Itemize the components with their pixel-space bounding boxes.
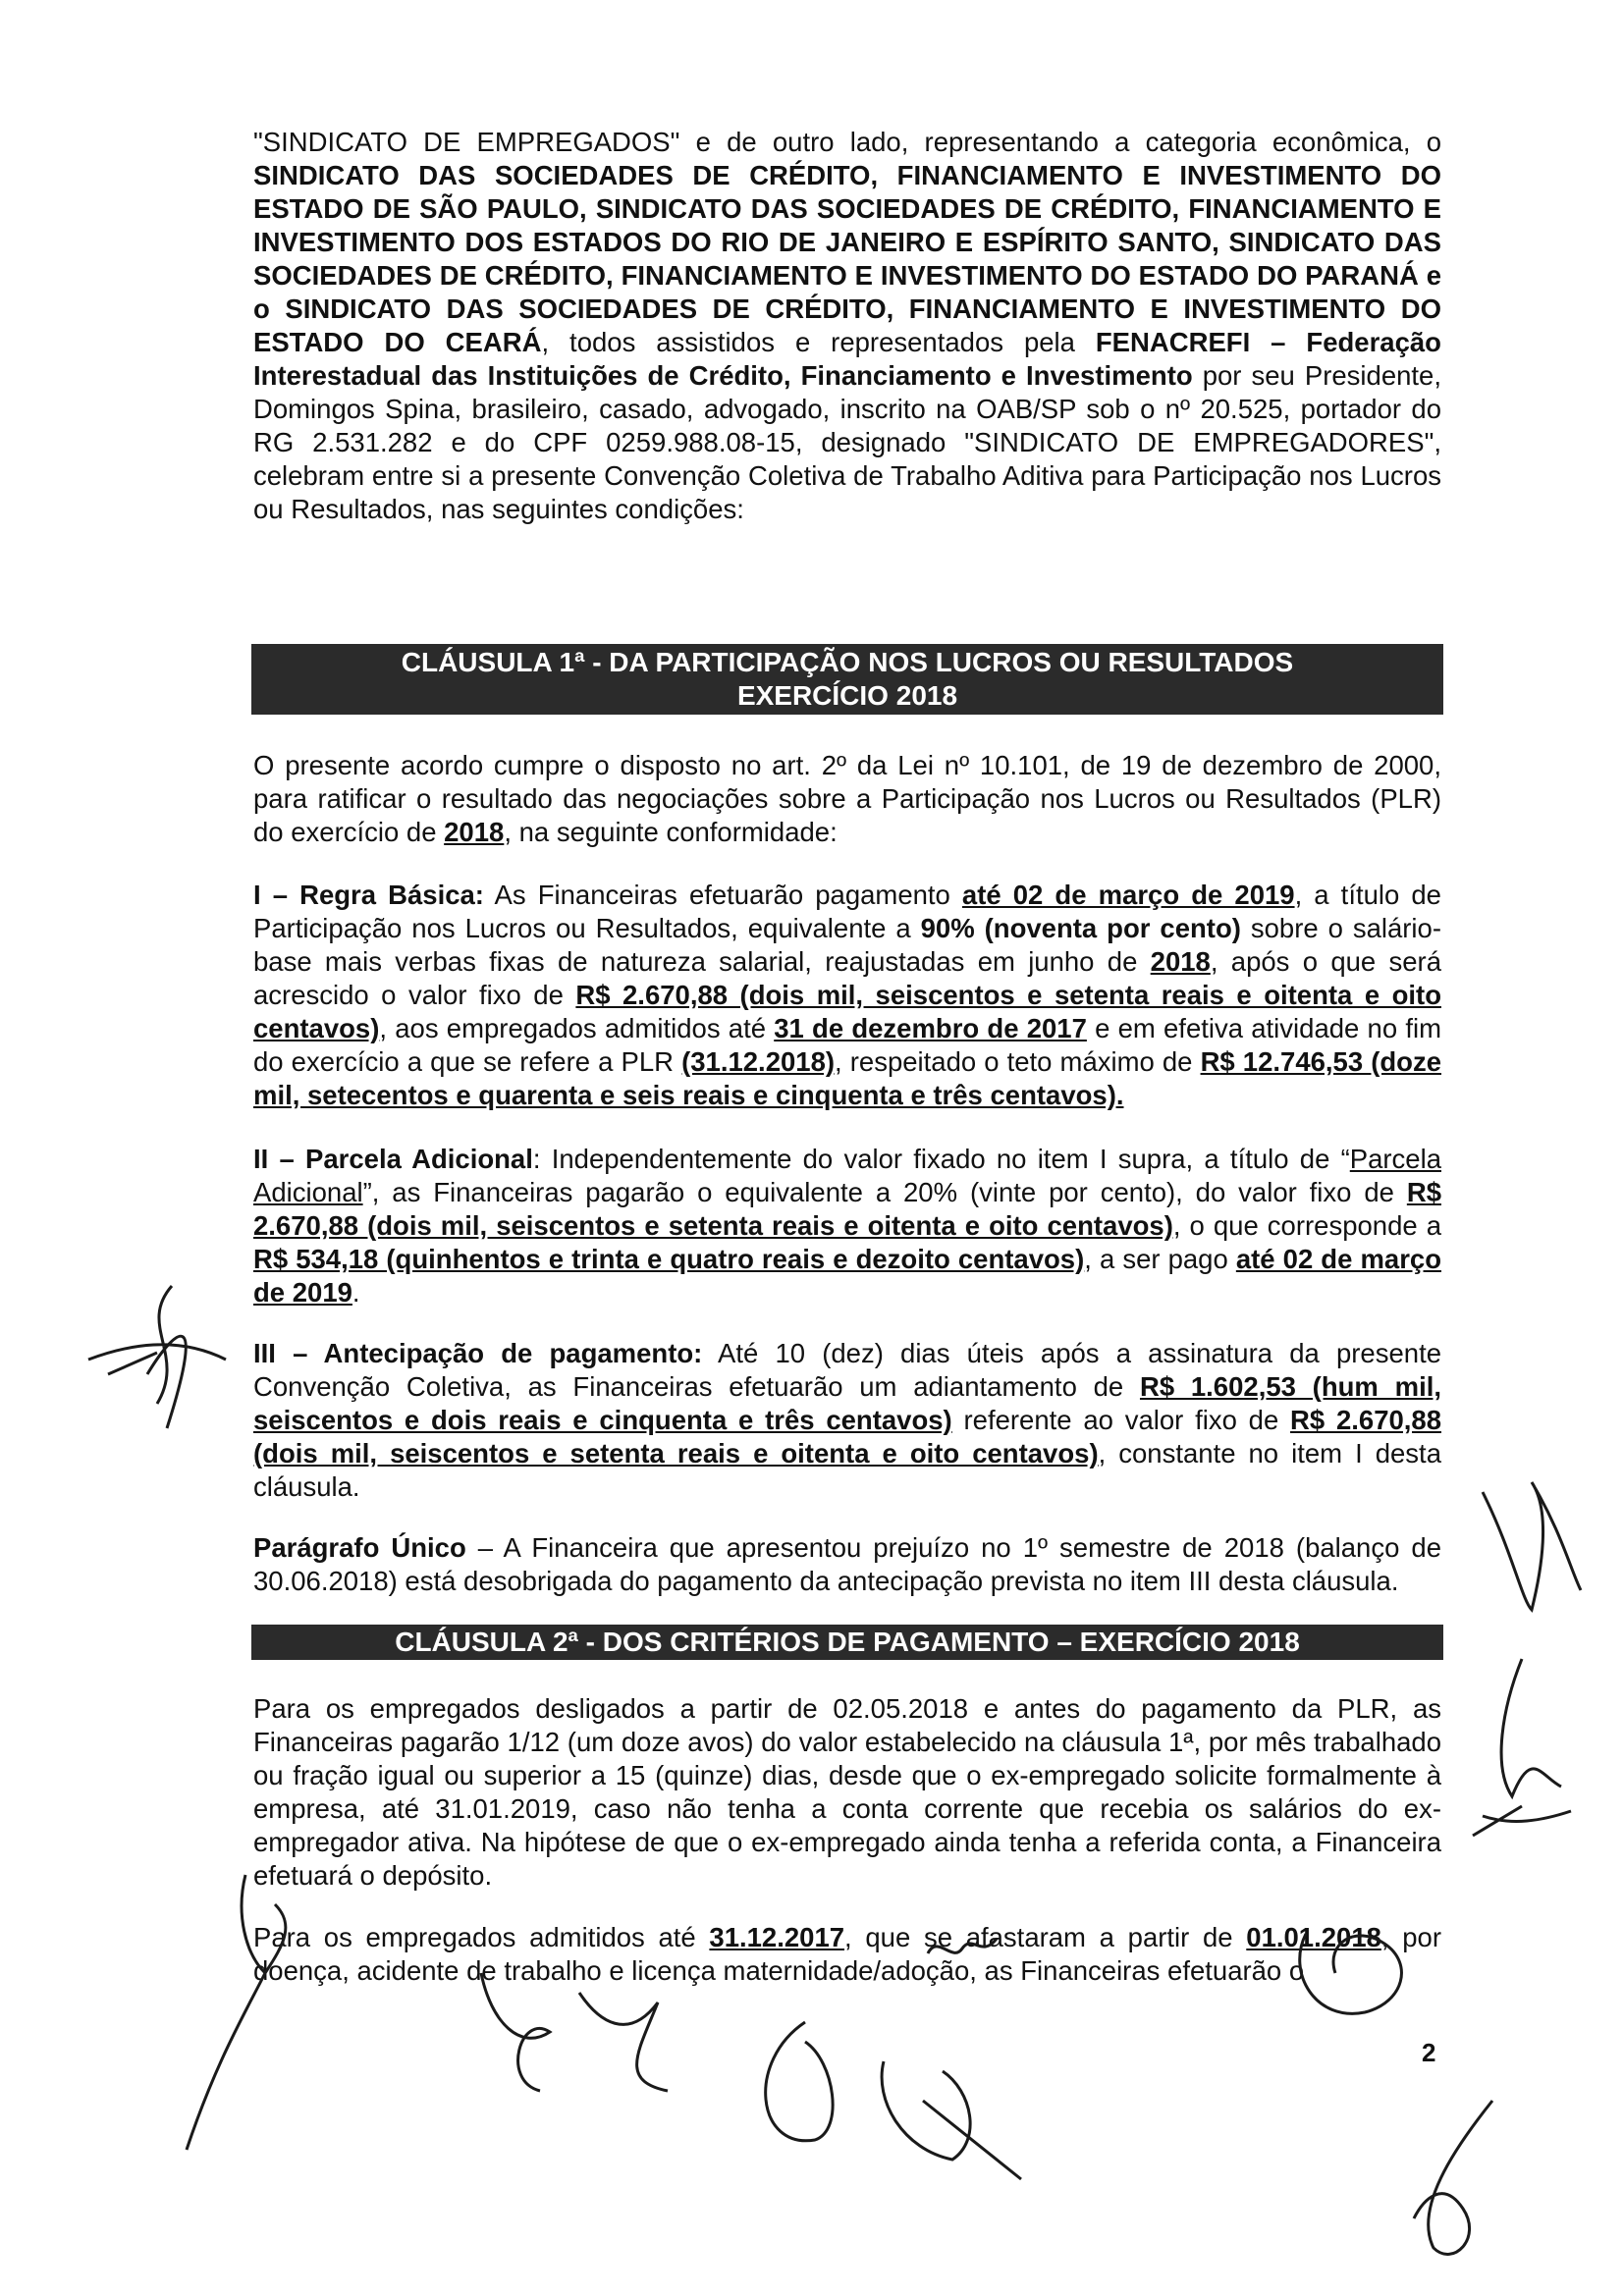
- sole-paragraph-label: Parágrafo Único: [253, 1532, 466, 1563]
- item2-date: até 02 de março de 2019: [253, 1244, 1442, 1308]
- clause2-date1: 31.12.2017: [709, 1922, 845, 1952]
- clause1-intro-year: 2018: [444, 817, 505, 847]
- item1-t6: e em efetiva atividade no fim do exercício a que se refere a PLR: [253, 1013, 1441, 1077]
- clause2-p2-text-b: , que se afastaram a partir de: [844, 1922, 1247, 1952]
- item1-t4: , após o que será acrescido o valor fixo de: [253, 946, 1441, 1010]
- clause1-intro-text: O presente acordo cumpre o disposto no art. 2º da Lei nº 10.101, de 19 de dezembro de 2000, para ratificar o resultado das negociações sobre a Participação nos Lucros ou Resultados (PLR) do exercício de: [253, 750, 1441, 847]
- item3-t2: referente ao valor fixo de: [951, 1405, 1291, 1435]
- clause1-heading: [251, 644, 1443, 715]
- clause1-heading-line2: EXERCÍCIO 2018: [736, 680, 958, 711]
- item2-label: II – Parcela Adicional: [253, 1144, 533, 1174]
- item1-value2: R$ 12.746,53 (doze mil, setecentos e quarenta e seis reais e cinquenta e três centavos).: [253, 1046, 1442, 1110]
- item1-value1: R$ 2.670,88 (dois mil, seiscentos e setenta reais e oitenta e oito centavos): [253, 980, 1441, 1043]
- item3-value2: R$ 2.670,88 (dois mil, seiscentos e setenta reais e oitenta e oito centavos): [253, 1405, 1442, 1468]
- item3-advance-payment: [253, 1337, 1441, 1504]
- item2-t4: , a ser pago: [1084, 1244, 1236, 1274]
- clause2-date2: 01.01.2018: [1246, 1922, 1381, 1952]
- clause2-paragraph1: [253, 1692, 1441, 1893]
- signature-initial-p: [177, 1865, 314, 2164]
- signature-rubric-corner: [1394, 2091, 1512, 2272]
- intro-text-1: "SINDICATO DE EMPREGADOS" e de outro lado, representando a categoria econômica, o: [253, 127, 1441, 157]
- item3-t3: , constante no item I desta cláusula.: [253, 1438, 1441, 1502]
- item1-percent: 90% (noventa por cento): [920, 913, 1241, 943]
- signature-rubric-left: [79, 1266, 255, 1448]
- clause1-heading-line1: CLÁUSULA 1ª - DA PARTICIPAÇÃO NOS LUCROS OU RESULTADOS: [401, 647, 1294, 677]
- item1-t1: As Financeiras efetuarão pagamento: [483, 880, 962, 910]
- item1-date2: 31 de dezembro de 2017: [774, 1013, 1087, 1043]
- item1-basic-rule: [253, 879, 1441, 1112]
- clause2-p2-text-c: , por doença, acidente de trabalho e licença maternidade/adoção, as Financeiras efetuarão o: [253, 1922, 1442, 1986]
- item2-t1: : Independentemente do valor fixado no item I supra, a título de “: [532, 1144, 1350, 1174]
- sole-paragraph: [253, 1531, 1441, 1598]
- item3-value1: R$ 1.602,53 (hum mil, seiscentos e dois reais e cinquenta e três centavos): [253, 1371, 1442, 1435]
- fenacrefi-name: FENACREFI – Federação Interestadual das Instituições de Crédito, Financiamento e Investimento: [253, 327, 1441, 391]
- sole-paragraph-text: – A Financeira que apresentou prejuízo no 1º semestre de 2018 (balanço de 30.06.2018) está desobrigada do pagamento da antecipação prevista no item III desta cláusula.: [253, 1532, 1441, 1596]
- signature-rubric-bottom-right: [1276, 1904, 1453, 2047]
- item2-t2: ”, as Financeiras pagarão o equivalente a 20% (vinte por cento), do valor fixo de: [362, 1177, 1407, 1207]
- clause2-p1-text: Para os empregados desligados a partir de 02.05.2018 e antes do pagamento da PLR, as Financeiras pagarão 1/12 (um doze avos) do valor estabelecido na cláusula 1ª, por mês trabalhado ou fração igual ou superior a 15 (quinze) dias, desde que o ex-empregado solicite formalmente à empresa, até 31.01.2019, caso não tenha a conta corrente que recebia os salários do ex-empregador ativa. Na hipótese de que o ex-empregado ainda tenha a referida conta, a Financeira efetuará o depósito.: [253, 1693, 1441, 1891]
- clause2-heading-text: CLÁUSULA 2ª - DOS CRITÉRIOS DE PAGAMENTO – EXERCÍCIO 2018: [395, 1627, 1300, 1657]
- item2-value1: R$ 2.670,88 (dois mil, seiscentos e setenta reais e oitenta e oito centavos): [253, 1177, 1441, 1241]
- signature-row-1: [461, 1963, 697, 2106]
- item1-date3: (31.12.2018): [681, 1046, 836, 1077]
- item2-value2: R$ 534,18 (quinhentos e trinta e quatro reais e dezoito centavos): [253, 1244, 1085, 1274]
- item2-t3: , o que corresponde a: [1172, 1210, 1441, 1241]
- item3-label: III – Antecipação de pagamento:: [253, 1338, 703, 1368]
- item1-year: 2018: [1150, 946, 1211, 977]
- clause1-intro-end: , na seguinte conformidade:: [504, 817, 838, 847]
- item1-t7: , respeitado o teto máximo de: [835, 1046, 1201, 1077]
- item1-t5: , aos empregados admitidos até: [379, 1013, 775, 1043]
- intro-text-2: , todos assistidos e representados pela: [541, 327, 1096, 357]
- item1-t3: sobre o salário-base mais verbas fixas de natureza salarial, reajustadas em junho de: [253, 913, 1441, 977]
- item1-t2: , a título de Participação nos Lucros ou Resultados, equivalente a: [253, 880, 1441, 943]
- clause1-intro: [253, 749, 1441, 849]
- item3-t1: Até 10 (dez) dias úteis após a assinatura da presente Convenção Coletiva, as Financeiras efetuarão um adiantamento de: [253, 1338, 1441, 1402]
- signature-small-mark: [923, 1924, 1001, 1978]
- page-number: 2: [1422, 2038, 1436, 2067]
- intro-text-3: por seu Presidente, Domingos Spina, brasileiro, casado, advogado, inscrito na OAB/SP sob o nº 20.525, portador do RG 2.531.282 e do CPF 0259.988.08-15, designado "SINDICATO DE EMPREGADORES", celebram entre si a presente Convenção Coletiva de Trabalho Aditiva para Participação nos Lucros ou Resultados, nas seguintes condições:: [253, 360, 1441, 524]
- intro-paragraph: [253, 126, 1441, 526]
- clause2-heading: [251, 1625, 1443, 1660]
- employer-unions: SINDICATO DAS SOCIEDADES DE CRÉDITO, FINANCIAMENTO E INVESTIMENTO DO ESTADO DE SÃO PAULO, SINDICATO DAS SOCIEDADES DE CRÉDITO, FINANCIAMENTO E INVESTIMENTO DOS ESTADOS DO RIO DE JANEIRO E ESPÍRITO SANTO, SINDICATO DAS SOCIEDADES DE CRÉDITO, FINANCIAMENTO E INVESTIMENTO DO ESTADO DO PARANÁ e o SINDICATO DAS SOCIEDADES DE CRÉDITO, FINANCIAMENTO E INVESTIMENTO DO ESTADO DO CEARÁ: [253, 160, 1441, 357]
- clause2-paragraph2: [253, 1921, 1441, 1988]
- item1-date1: até 02 de março de 2019: [961, 880, 1295, 910]
- signature-rubric-right-1: [1473, 1472, 1591, 1625]
- item2-t5: .: [352, 1277, 360, 1308]
- signature-row-2: [727, 2002, 1080, 2204]
- clause2-p2-text-a: Para os empregados admitidos até: [253, 1922, 710, 1952]
- item1-label: I – Regra Básica:: [253, 880, 484, 910]
- signature-rubric-right-2: [1463, 1649, 1581, 1850]
- item2-additional-parcel: [253, 1143, 1441, 1309]
- item2-underlined: Parcela Adicional: [253, 1144, 1442, 1207]
